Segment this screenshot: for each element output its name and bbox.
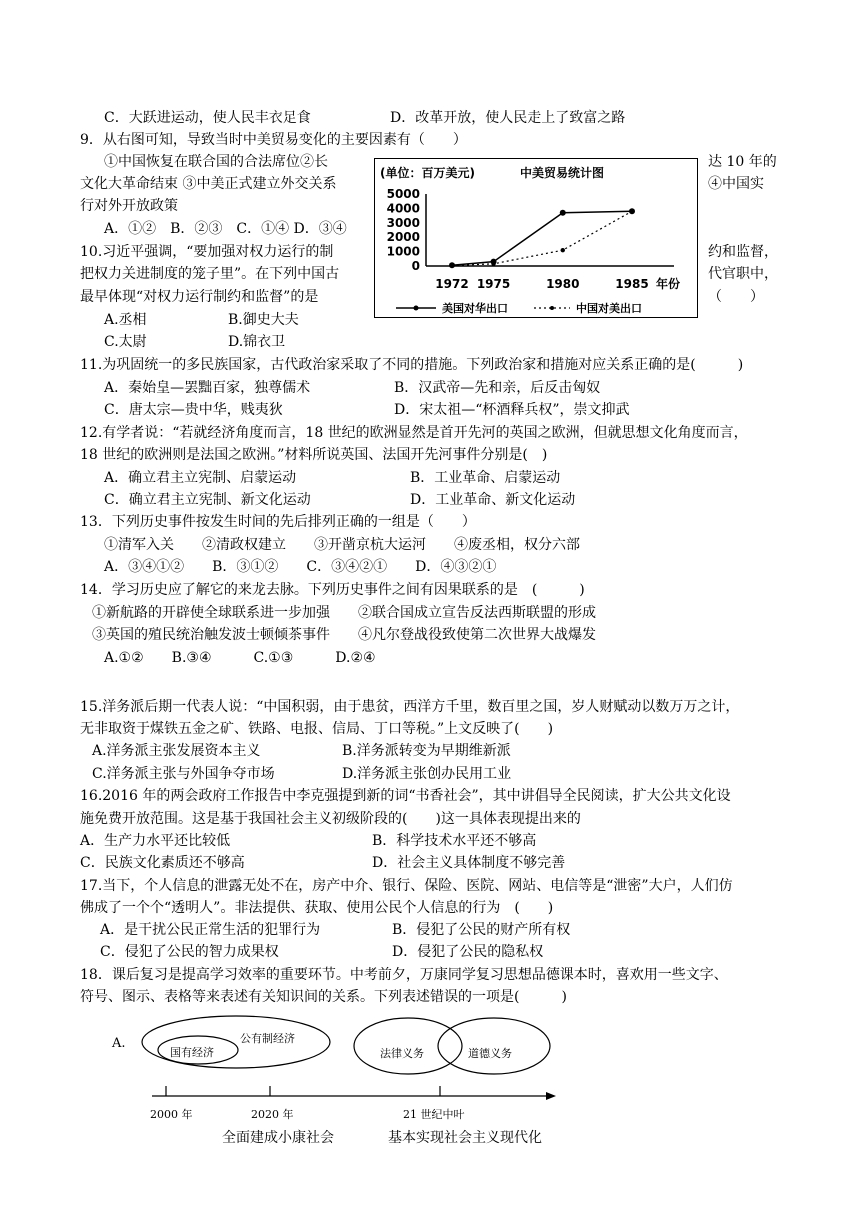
text-line: C.太尉: [104, 334, 147, 350]
text-line: D．宋太祖—“杯酒释兵权”，崇文抑武: [394, 402, 630, 418]
x-tick-label: 1972: [435, 277, 469, 291]
text-line: 无非取资于煤铁五金之矿、铁路、电报、信局、丁口等税。”上文反映了( ): [80, 721, 554, 737]
text-line: 11.为巩固统一的多民族国家，古代政治家采取了不同的措施。下列政治家和措施对应关系正确的是( ): [80, 357, 744, 373]
x-axis-title: 年份: [656, 277, 681, 291]
data-point-cn: [450, 263, 454, 267]
text-line: B.洋务派转变为早期维新派: [342, 743, 511, 759]
text-line: A．秦始皇—罢黜百家，独尊儒术: [104, 380, 311, 396]
text-line: C．确立君主立宪制、新文化运动: [104, 492, 311, 508]
y-tick-label: 5000: [386, 187, 420, 201]
text-line: 16.2016 年的两会政府工作报告中李克强提到新的词“书香社会”，其中讲倡导全民阅读，扩大公共文化设: [80, 788, 731, 804]
text-line: C．大跃进运动，使人民丰衣足食: [104, 110, 311, 126]
text-line: C．侵犯了公民的智力成果权: [100, 944, 279, 960]
text-line: 9．从右图可知，导致当时中美贸易变化的主要因素有（ ）: [80, 132, 467, 148]
text-line: D.锦衣卫: [228, 334, 286, 350]
x-tick-label: 1975: [476, 277, 511, 291]
timeline-label-2020: 2020 年: [251, 1108, 294, 1121]
text-line: B．侵犯了公民的财产所有权: [392, 922, 571, 938]
right-set-ellipse: [438, 1018, 550, 1074]
option-a-label: A.: [112, 1036, 126, 1051]
text-line: C．民族文化素质还不够高: [80, 855, 245, 871]
data-point-cn: [491, 262, 495, 266]
text-line: D．侵犯了公民的隐私权: [392, 944, 544, 960]
text-line: 15.洋务派后期一代表人说：“中国积弱，由于患贫，西洋方千里，数百里之国，岁人财赋动以数万万之计，: [80, 699, 740, 715]
legend-us-label: 美国对华出口: [442, 302, 508, 315]
text-line: ④中国实: [708, 176, 764, 192]
text-line: 施免费开放范围。这是基于我国社会主义初级阶段的( )这一具体表现提出来的: [80, 811, 581, 827]
text-line: 18．课后复习是提高学习效率的重要环节。中考前夕，万康同学复习思想品德课本时，喜欢用一些文字、: [80, 967, 728, 983]
y-tick-label: 4000: [386, 201, 420, 216]
text-line: ③英国的殖民统治触发波士顿倾茶事件 ④凡尔登战役致使第二次世界大战爆发: [92, 627, 596, 643]
text-line: 把权力关进制度的笼子里”。在下列中国古: [80, 266, 340, 282]
text-line: 行对外开放政策: [80, 198, 178, 214]
text-line: 最早体现“对权力运行制约和监督”的是: [80, 289, 319, 305]
data-point-cn: [561, 248, 565, 252]
y-tick-label: 1000: [386, 244, 420, 259]
text-line: （ ）: [708, 289, 764, 305]
text-line: 约和监督，: [708, 244, 778, 260]
text-line: B.御史大夫: [228, 312, 299, 328]
text-line: B．工业革命、启蒙运动: [410, 470, 561, 486]
text-line: A．③④①② B．③①② C．③④②① D．④③②①: [104, 559, 497, 575]
text-line: D．工业革命、新文化运动: [410, 492, 576, 508]
text-line: D．改革开放，使人民走上了致富之路: [390, 110, 626, 126]
series-line-cn-export: [452, 211, 632, 265]
text-line: A.①② B.③④ C.①③ D.②④: [104, 650, 376, 666]
text-line: A．生产力水平还比较低: [80, 833, 231, 849]
text-line: C．唐太宗—贵中华，贱夷狄: [104, 402, 283, 418]
y-tick-label: 3000: [386, 215, 420, 230]
x-tick-label: 1985: [615, 277, 649, 291]
timeline-label-2000: 2000 年: [150, 1108, 193, 1121]
text-line: 18 世纪的欧洲则是法国之欧洲。”材料所说英国、法国开先河事件分别是( ): [80, 447, 548, 463]
x-tick-label: 1980: [546, 277, 580, 291]
text-line: 代官职中，: [708, 266, 778, 282]
text-line: C.洋务派主张与外国争夺市场: [92, 766, 275, 782]
timeline-arrowhead: [546, 1092, 556, 1100]
y-tick-label: 0: [411, 259, 420, 273]
text-line: D．社会主义具体制度不够完善: [372, 855, 566, 871]
text-line: A.洋务派主张发展资本主义: [92, 743, 261, 759]
left-set-label: 法律义务: [380, 1047, 424, 1060]
series-line-us-export: [452, 211, 632, 265]
text-line: 10.习近平强调，“要加强对权力运行的制: [80, 244, 334, 260]
text-line: 达 10 年的: [708, 154, 777, 170]
legend-cn-label: 中国对美出口: [576, 302, 642, 315]
text-line: 14．学习历史应了解它的来龙去脉。下列历史事件之间有因果联系的是 ( ): [80, 582, 585, 598]
text-line: ①新航路的开辟使全球联系进一步加强 ②联合国成立宣告反法西斯联盟的形成: [92, 605, 596, 621]
legend-cn-marker: [550, 306, 554, 310]
data-point-cn: [630, 209, 634, 213]
right-set-label: 道德义务: [468, 1047, 512, 1060]
text-line: 佛成了一个个“透明人”。非法提供、获取、使用公民个人信息的行为 ( ): [80, 900, 554, 916]
text-line: A．是干扰公民正常生活的犯罪行为: [100, 922, 321, 938]
chart-title: 中美贸易统计图: [520, 166, 605, 180]
y-tick-label: 2000: [386, 230, 420, 245]
text-line: B．汉武帝—先和亲，后反击匈奴: [394, 380, 601, 396]
timeline-goal-2: 基本实现社会主义现代化: [388, 1130, 542, 1146]
timeline-goal-1: 全面建成小康社会: [222, 1130, 334, 1146]
text-line: A．①② B．②③ C．①④ D．③④: [104, 221, 347, 237]
chart-unit-label: (单位：百万美元): [380, 166, 475, 180]
timeline-label-mid21: 21 世纪中叶: [403, 1108, 465, 1121]
inner-set-label: 国有经济: [170, 1046, 214, 1059]
left-set-ellipse: [354, 1018, 462, 1074]
data-point-us: [560, 210, 566, 216]
trade-chart: [374, 158, 698, 318]
text-line: 文化大革命结束 ③中美正式建立外交关系: [80, 176, 337, 192]
text-line: D.洋务派主张创办民用工业: [342, 766, 512, 782]
outer-set-label: 公有制经济: [240, 1032, 295, 1045]
text-line: ①中国恢复在联合国的合法席位②长: [104, 154, 328, 170]
text-line: A.丞相: [104, 312, 147, 328]
text-line: B．科学技术水平还不够高: [372, 833, 537, 849]
text-line: A．确立君主立宪制、启蒙运动: [104, 470, 297, 486]
relation-diagrams: [0, 1010, 860, 1210]
text-line: 17.当下，个人信息的泄露无处不在，房产中介、银行、保险、医院、网站、电信等是“泄密”大户，人们仿: [80, 878, 733, 894]
text-line: 13．下列历史事件按发生时间的先后排列正确的一组是（ ）: [80, 514, 476, 530]
text-line: ①清军入关 ②清政权建立 ③开凿京杭大运河 ④废丞相，权分六部: [104, 537, 580, 553]
legend-us-marker: [414, 306, 419, 311]
text-line: 12.有学者说：“若就经济角度而言，18 世纪的欧洲显然是首开先河的英国之欧洲，但就思想文化角度而言，: [80, 425, 748, 441]
text-line: 符号、图示、表格等来表述有关知识间的关系。下列表述错误的一项是( ): [80, 989, 567, 1005]
